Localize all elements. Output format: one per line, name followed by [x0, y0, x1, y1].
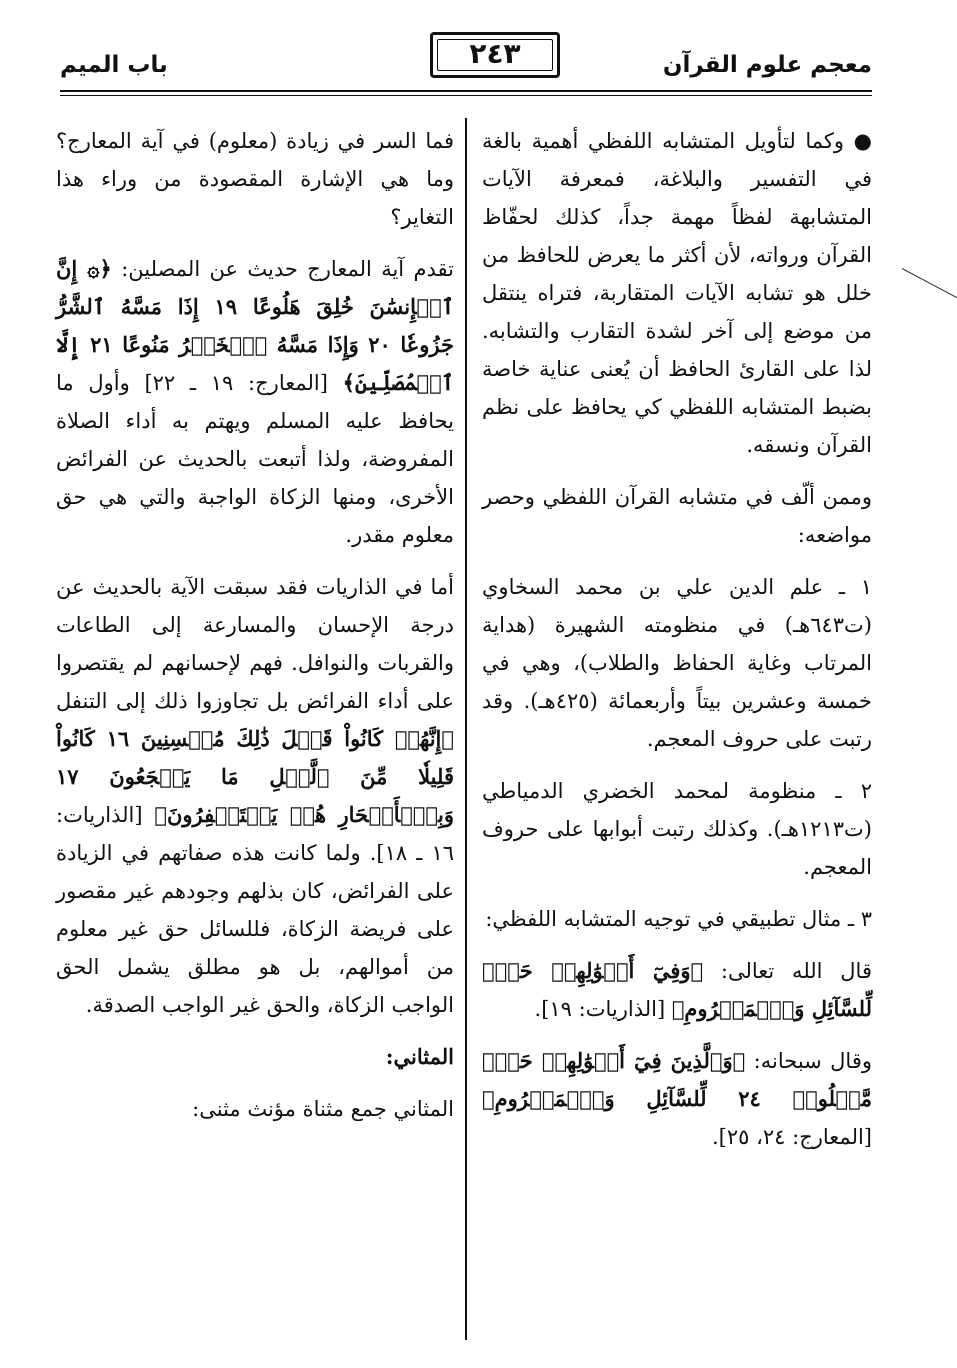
page-number: ٢٤٣ — [469, 37, 521, 70]
page-header — [60, 30, 872, 92]
page-number-frame — [430, 32, 560, 78]
quran-verse: ﴿وَفِيٓ أَمۡوَٰلِهِمۡ حَقّٞ لِّلسَّآئِلِ وَٱلۡمَحۡرُومِ﴾ — [482, 958, 872, 1021]
paragraph-text: [الذاريات: ١٦ ـ ١٨]. ولما كانت هذه صفاتهم في الزيادة على الفرائض، كان بذلهم وجودهم غير مقصور على فريضة الزكاة، فللسائل حق غير معلوم من أموالهم، بل هو مطلق يشمل الحق الواجب الزكاة، والحق غير الواجب الصدقة. — [56, 803, 454, 1017]
paragraph-text: [المعارج: ١٩ ـ ٢٢] وأول ما يحافظ عليه المسلم ويهتم به أداء الصلاة المفروضة، ولذا أتبعت بالحديث عن الفرائض الأخرى، ومنها الزكاة الواجبة والتي هي حق معلوم مقدر. — [56, 371, 454, 547]
paragraph-text: تقدم آية المعارج حديث عن المصلين: — [111, 257, 454, 281]
verse-intro: قال الله تعالى: — [703, 959, 872, 983]
paragraph-sakhawi: ١ ـ علم الدين علي بن محمد السخاوي (ت٦٤٣هـ) في منظومته الشهيرة (هداية المرتاب وغاية الحفاظ والطلاب)، وهي في خمسة وعشرين بيتاً وأربعمائة (٤٢٥هـ). وقد رتبت على حروف المعجم. — [482, 575, 872, 751]
quran-verse: ﴿۞ إِنَّ ٱلۡإِنسَٰنَ خُلِقَ هَلُوعًا ١٩ إِذَا مَسَّهُ ٱلشَّرُّ جَزُوعٗا ٢٠ وَإِذَا مَسَّهُ ٱلۡخَيۡرُ مَنُوعًا ٢١ إِلَّا ٱلۡمُصَلِّينَ﴾ — [56, 256, 455, 395]
paragraph-memorization: ● وكما لتأويل المتشابه اللفظي أهمية بالغة في التفسير والبلاغة، فمعرفة الآيات المتشابهة لفظاً مهمة جداً، كذلك لحفّاظ القرآن ورواته، لأن أكثر ما يعرض للحافظ من خلل هو تشابه الآيات المتقاربة، فتراه ينتقل من موضع إلى آخر لشدة التقارب والتشابه. لذا على القارئ الحافظ أن يُعنى عناية خاصة بضبط المتشابه اللفظي كي يحافظ على نظم القرآن ونسقه. — [482, 129, 872, 457]
verse-reference: [الذاريات: ١٩]. — [534, 997, 672, 1021]
book-title: معجم علوم القرآن — [662, 52, 872, 78]
paragraph-dhariyat-context — [56, 568, 454, 1024]
header-rule-thin — [60, 95, 872, 96]
right-column — [482, 122, 872, 1170]
paragraph-authors-intro: وممن ألّف في متشابه القرآن اللفظي وحصر مواضعه: — [482, 485, 872, 547]
entry-heading: المثاني: — [385, 1044, 454, 1069]
paragraph-maarij-context — [56, 250, 454, 554]
chapter-title: باب الميم — [60, 52, 168, 78]
paragraph-text: أما في الذاريات فقد سبقت الآية بالحديث عن درجة الإحسان والمسارعة إلى الطاعات والقربات والنوافل. فهم لإحسانهم لم يقتصروا على أداء الفرائض بل تجاوزوا ذلك إلى التنفل — [56, 575, 454, 713]
paragraph-mathani-definition: المثاني جمع مثناة مؤنث مثنى: — [192, 1097, 454, 1121]
margin-mark — [902, 268, 957, 302]
left-column — [56, 122, 454, 1142]
column-divider — [465, 118, 467, 1340]
paragraph-verse-dhariyat — [482, 952, 872, 1028]
paragraph-question: فما السر في زيادة (معلوم) في آية المعارج؟ وما هي الإشارة المقصودة من وراء هذا التغاير؟ — [56, 129, 454, 229]
paragraph-verse-maarij — [482, 1042, 872, 1156]
header-rule — [60, 90, 872, 92]
paragraph-khudari: ٢ ـ منظومة لمحمد الخضري الدمياطي (ت١٢١٣هـ). وكذلك رتبت أبوابها على حروف المعجم. — [482, 779, 872, 879]
quran-verse: ﴿وَٱلَّذِينَ فِيٓ أَمۡوَٰلِهِمۡ حَقّٞ مَّعۡلُومٞ ٢٤ لِّلسَّآئِلِ وَٱلۡمَحۡرُومِ﴾ — [482, 1048, 872, 1111]
verse-reference: [المعارج: ٢٤، ٢٥]. — [712, 1125, 872, 1149]
paragraph-example-heading: ٣ ـ مثال تطبيقي في توجيه المتشابه اللفظي: — [485, 907, 872, 931]
verse-intro: وقال سبحانه: — [745, 1049, 872, 1073]
quran-verse: ﴿إِنَّهُمۡ كَانُواْ قَبۡلَ ذَٰلِكَ مُحۡسِنِينَ ١٦ كَانُواْ قَلِيلٗا مِّنَ ٱلَّيۡلِ مَا يَهۡجَعُونَ ١٧ وَبِٱلۡأَسۡحَارِ هُمۡ يَسۡتَغۡفِرُونَ﴾ — [56, 726, 455, 827]
